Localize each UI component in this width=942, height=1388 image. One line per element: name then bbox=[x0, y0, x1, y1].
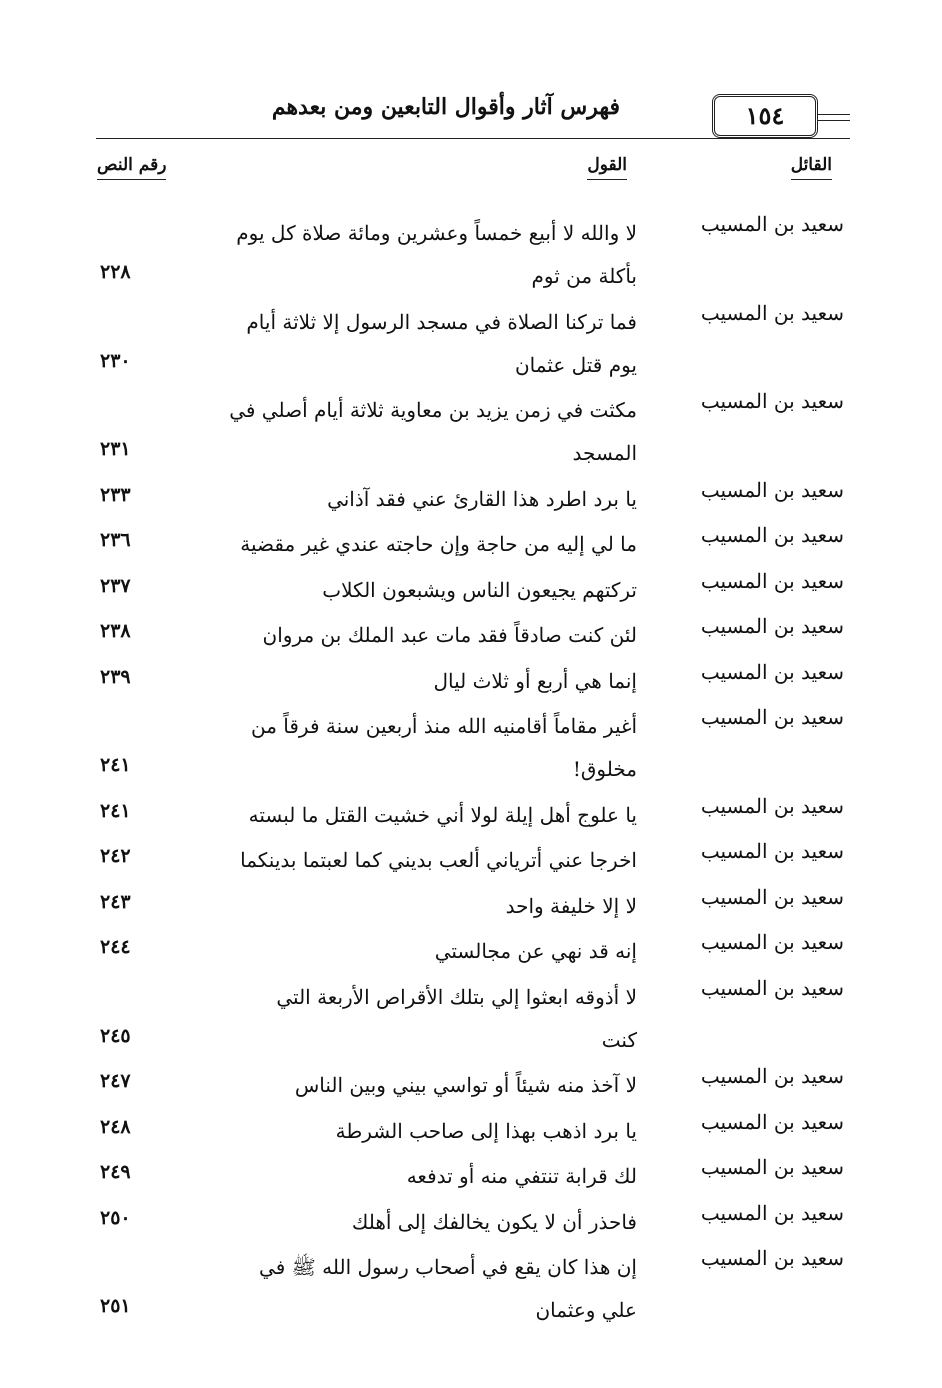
index-table bbox=[0, 210, 942, 1333]
text-number: ٢٤١ bbox=[100, 799, 131, 822]
text-number: ٢٤٣ bbox=[100, 890, 131, 913]
saying-line: مكثت في زمن يزيد بن معاوية ثلاثة أيام أصلي في bbox=[229, 398, 637, 422]
text-number: ٢٣٣ bbox=[100, 483, 131, 506]
text-number: ٢٤٩ bbox=[100, 1161, 131, 1183]
speaker-name: سعيد بن المسيب bbox=[700, 1200, 844, 1225]
text-number: ٢٢٨ bbox=[100, 261, 131, 283]
index-row bbox=[0, 612, 942, 658]
saying-line: يا برد اطرد هذا القارئ عني فقد آذاني bbox=[327, 486, 637, 511]
index-row bbox=[0, 658, 942, 704]
text-number: ٢٣٦ bbox=[100, 529, 131, 551]
saying-line: تركتهم يجيعون الناس ويشبعون الكلاب bbox=[322, 577, 637, 602]
index-row bbox=[0, 703, 942, 792]
saying-line: بأكلة من ثوم bbox=[531, 264, 637, 288]
page-header bbox=[80, 88, 850, 142]
text-number: ٢٤٥ bbox=[100, 1024, 131, 1047]
saying-line: لئن كنت صادقاً فقد مات عبد الملك بن مروان bbox=[262, 623, 637, 647]
text-number: ٢٤٤ bbox=[100, 936, 131, 958]
speaker-name: سعيد بن المسيب bbox=[700, 389, 844, 413]
index-row bbox=[0, 792, 942, 838]
saying-line: إن هذا كان يقع في أصحاب رسول الله ﷺ في bbox=[259, 1255, 637, 1279]
index-row bbox=[0, 1062, 942, 1108]
speaker-name: سعيد بن المسيب bbox=[700, 1246, 844, 1270]
speaker-name: سعيد بن المسيب bbox=[700, 300, 844, 325]
saying-text bbox=[207, 930, 637, 973]
saying-line: أغير مقاماً أقامنيه الله منذ أربعين سنة فرقاً من bbox=[250, 714, 637, 738]
saying-text bbox=[207, 569, 637, 612]
header-ornament-dash bbox=[818, 114, 850, 115]
saying-line: يا برد اذهب بهذا إلى صاحب الشرطة bbox=[335, 1118, 637, 1143]
text-number: ٢٤١ bbox=[100, 754, 131, 776]
speaker-name: سعيد بن المسيب bbox=[700, 705, 844, 729]
saying-text bbox=[207, 794, 637, 837]
speaker-name: سعيد بن المسيب bbox=[700, 975, 844, 1000]
speaker-name: سعيد بن المسيب bbox=[700, 659, 844, 684]
speaker-name: سعيد بن المسيب bbox=[700, 839, 844, 863]
saying-line: فما تركنا الصلاة في مسجد الرسول إلا ثلاثة أيام bbox=[246, 309, 637, 334]
saying-line: لك قرابة تنتفي منه أو تدفعه bbox=[406, 1164, 637, 1188]
column-header-ref: رقم النص bbox=[97, 155, 166, 180]
saying-text bbox=[207, 705, 637, 791]
index-row bbox=[0, 1108, 942, 1154]
header-rule bbox=[96, 138, 850, 139]
text-number: ٢٣٠ bbox=[100, 349, 131, 372]
saying-text bbox=[207, 614, 637, 657]
saying-text bbox=[207, 976, 637, 1062]
index-row bbox=[0, 387, 942, 476]
speaker-name: سعيد بن المسيب bbox=[700, 884, 844, 909]
text-number: ٢٣٨ bbox=[100, 620, 131, 642]
text-number: ٢٣١ bbox=[100, 438, 131, 460]
text-number: ٢٤٨ bbox=[100, 1115, 131, 1138]
text-number: ٢٤٢ bbox=[100, 845, 131, 867]
saying-line: ما لي إليه من حاجة وإن حاجته عندي غير مقضية bbox=[240, 532, 637, 556]
saying-line: لا آخذ منه شيئاً أو تواسي بيني وبين الناس bbox=[294, 1073, 637, 1097]
text-number: ٢٣٩ bbox=[100, 665, 131, 688]
saying-line: لا والله لا أبيع خمساً وعشرين ومائة صلاة كل يوم bbox=[236, 221, 637, 245]
index-row bbox=[0, 521, 942, 567]
saying-line: فاحذر أن لا يكون يخالفك إلى أهلك bbox=[351, 1209, 637, 1234]
saying-text bbox=[207, 839, 637, 882]
index-row bbox=[0, 837, 942, 883]
text-number: ٢٥١ bbox=[100, 1295, 131, 1317]
index-row bbox=[0, 299, 942, 388]
saying-text bbox=[207, 660, 637, 703]
saying-line: يوم قتل عثمان bbox=[514, 352, 637, 377]
saying-line: المسجد bbox=[572, 441, 637, 465]
speaker-name: سعيد بن المسيب bbox=[700, 477, 844, 502]
saying-text bbox=[207, 389, 637, 475]
speaker-name: سعيد بن المسيب bbox=[700, 1109, 844, 1134]
saying-line: يا علوج أهل إيلة لولا أني خشيت القتل ما لبسته bbox=[248, 802, 637, 827]
saying-text bbox=[207, 1110, 637, 1153]
index-row bbox=[0, 1199, 942, 1245]
index-row bbox=[0, 1153, 942, 1199]
page-number: ١٥٤ bbox=[712, 94, 818, 138]
saying-text bbox=[207, 1201, 637, 1244]
saying-text bbox=[207, 1155, 637, 1198]
index-row bbox=[0, 210, 942, 299]
index-row bbox=[0, 883, 942, 929]
saying-text bbox=[207, 301, 637, 387]
column-header-saying: القول bbox=[587, 155, 627, 180]
saying-text bbox=[207, 523, 637, 566]
speaker-name: سعيد بن المسيب bbox=[700, 568, 844, 593]
text-number: ٢٣٧ bbox=[100, 574, 131, 597]
saying-line: مخلوق! bbox=[572, 757, 637, 781]
index-row bbox=[0, 567, 942, 613]
saying-line: لا أذوقه ابعثوا إلي بتلك الأقراص الأربعة التي bbox=[276, 984, 637, 1009]
saying-line: اخرجا عني أترياني ألعب بديني كما لعبتما بدينكما bbox=[240, 848, 637, 872]
index-row bbox=[0, 476, 942, 522]
saying-text bbox=[207, 212, 637, 298]
saying-line: إنما هي أربع أو ثلاث ليال bbox=[433, 668, 637, 693]
speaker-name: سعيد بن المسيب bbox=[700, 614, 844, 638]
index-row bbox=[0, 928, 942, 974]
saying-line: لا إلا خليفة واحد bbox=[505, 893, 637, 918]
speaker-name: سعيد بن المسيب bbox=[700, 212, 844, 236]
text-number: ٢٥٠ bbox=[100, 1206, 131, 1229]
index-row bbox=[0, 974, 942, 1063]
speaker-name: سعيد بن المسيب bbox=[700, 793, 844, 818]
saying-text bbox=[207, 1246, 637, 1332]
speaker-name: سعيد بن المسيب bbox=[700, 1155, 844, 1179]
column-header-speaker: القائل bbox=[791, 155, 832, 180]
index-row bbox=[0, 1244, 942, 1333]
speaker-name: سعيد بن المسيب bbox=[700, 1064, 844, 1088]
saying-text bbox=[207, 885, 637, 928]
saying-text bbox=[207, 478, 637, 521]
text-number: ٢٤٧ bbox=[100, 1070, 131, 1092]
page-title: فهرس آثار وأقوال التابعين ومن بعدهم bbox=[271, 94, 620, 120]
saying-line: علي وعثمان bbox=[535, 1298, 637, 1322]
speaker-name: سعيد بن المسيب bbox=[700, 523, 844, 547]
saying-line: إنه قد نهي عن مجالستي bbox=[434, 939, 637, 963]
header-ornament-dash bbox=[818, 120, 850, 121]
saying-line: كنت bbox=[601, 1027, 637, 1052]
speaker-name: سعيد بن المسيب bbox=[700, 930, 844, 954]
saying-text bbox=[207, 1064, 637, 1107]
